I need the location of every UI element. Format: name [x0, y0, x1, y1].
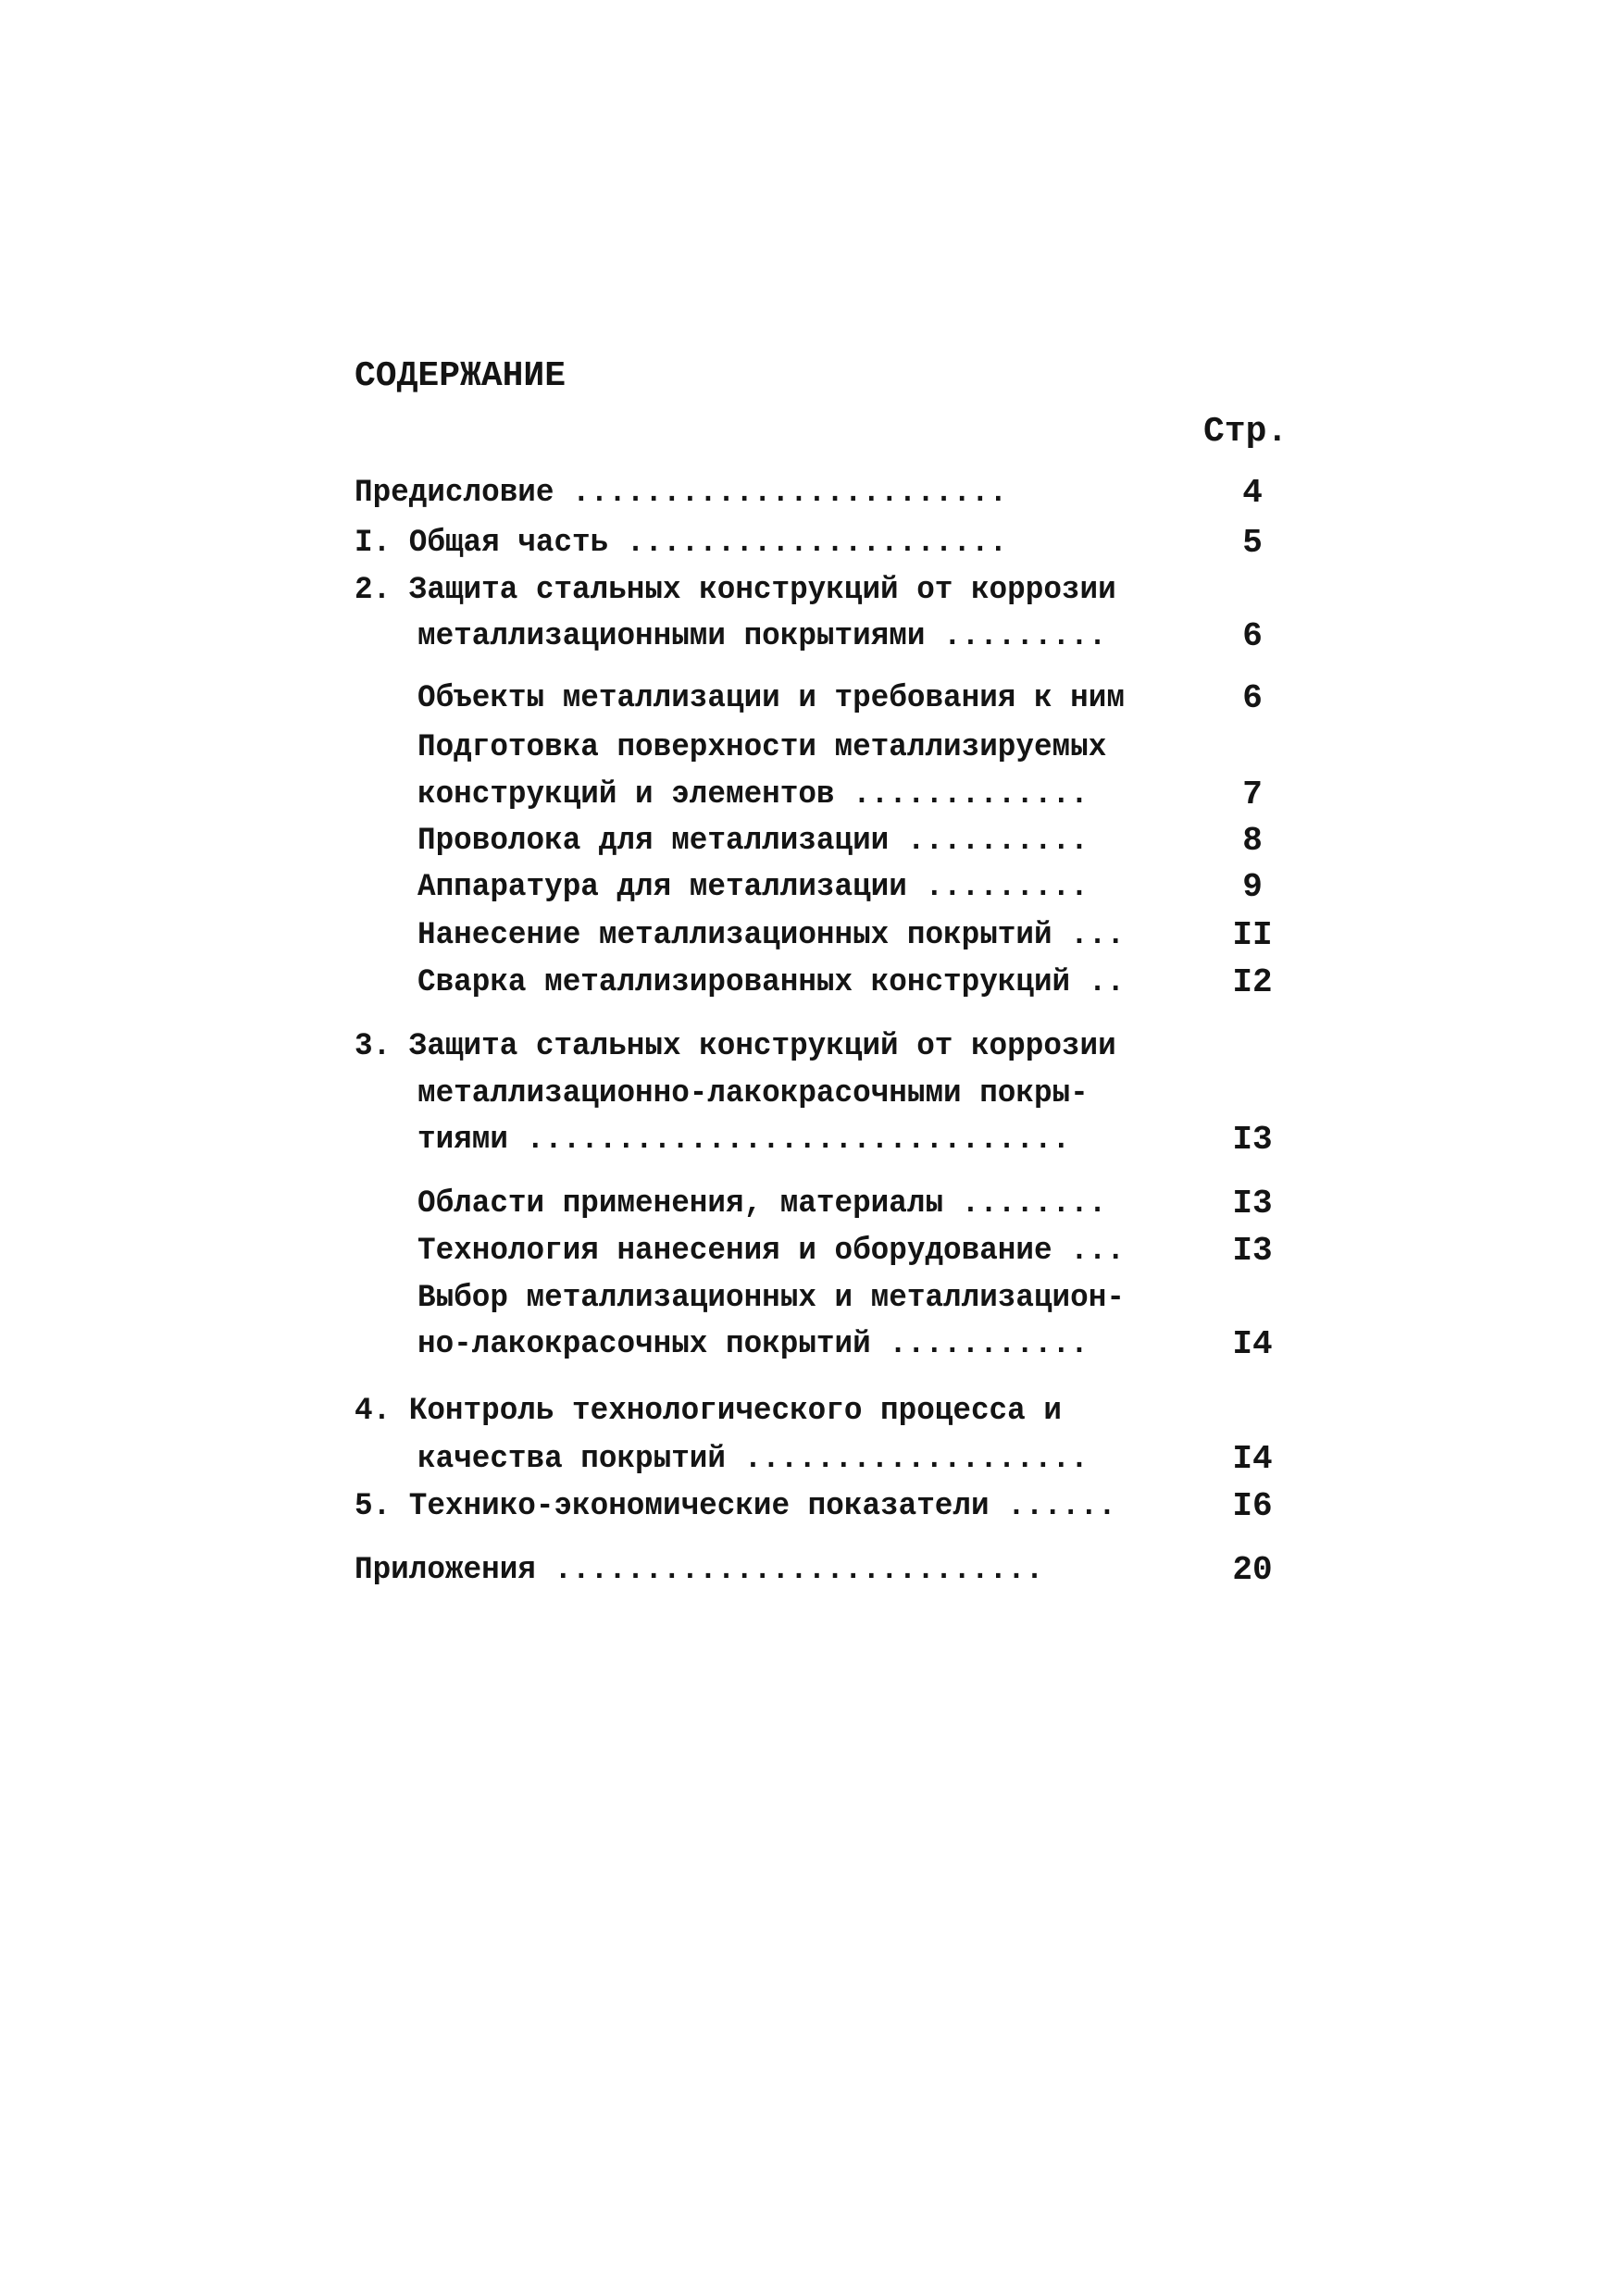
toc-entry-page: II: [1232, 916, 1273, 954]
toc-entry-text: Приложения ...........................: [355, 1553, 1044, 1588]
toc-entry-text: но-лакокрасочных покрытий ...........: [417, 1327, 1089, 1362]
toc-entry-page: 5: [1242, 524, 1263, 562]
toc-entry-page: 9: [1242, 868, 1263, 906]
toc-entry-page: 20: [1232, 1551, 1273, 1589]
toc-entry-text: Объекты металлизации и требования к ним: [417, 681, 1125, 716]
toc-entry-text: тиями ..............................: [417, 1123, 1071, 1158]
toc-entry-page: 6: [1242, 617, 1263, 655]
toc-title: СОДЕРЖАНИЕ: [355, 356, 567, 396]
toc-entry-page: I3: [1232, 1232, 1273, 1270]
toc-entry-text: металлизационно-лакокрасочными покры-: [417, 1076, 1089, 1111]
toc-entry-page: I4: [1232, 1440, 1273, 1478]
toc-entry-text: Нанесение металлизационных покрытий ...: [417, 918, 1125, 953]
toc-entry-text: 5. Технико-экономические показатели ......: [355, 1489, 1116, 1524]
toc-entry-text: 2. Защита стальных конструкций от коррозии: [355, 573, 1116, 608]
toc-entry-page: 8: [1242, 822, 1263, 860]
toc-entry-text: металлизационными покрытиями .........: [417, 619, 1107, 654]
toc-entry-page: 4: [1242, 474, 1263, 512]
toc-entry-page: I6: [1232, 1487, 1273, 1525]
toc-entry-page: 6: [1242, 679, 1263, 717]
toc-entry-text: Области применения, материалы ........: [417, 1186, 1107, 1222]
toc-entry-text: конструкций и элементов .............: [417, 777, 1089, 813]
toc-entry-text: Аппаратура для металлизации .........: [417, 870, 1089, 905]
toc-entry-text: Технология нанесения и оборудование ...: [417, 1234, 1125, 1269]
page-column-label: Стр.: [1203, 412, 1289, 452]
toc-entry-text: Выбор металлизационных и металлизацион-: [417, 1281, 1125, 1316]
toc-entry-page: I3: [1232, 1185, 1273, 1222]
toc-entry-page: I2: [1232, 963, 1273, 1001]
toc-entry-text: I. Общая часть .....................: [355, 526, 1008, 561]
toc-entry-text: Предисловие ........................: [355, 476, 1008, 511]
toc-entry-page: 7: [1242, 776, 1263, 813]
toc-entry-text: Проволока для металлизации ..........: [417, 824, 1089, 859]
toc-entry-text: качества покрытий ...................: [417, 1442, 1089, 1477]
toc-entry-page: I3: [1232, 1121, 1273, 1159]
toc-entry-text: 3. Защита стальных конструкций от коррозии: [355, 1029, 1116, 1064]
toc-entry-text: Подготовка поверхности металлизируемых: [417, 730, 1107, 765]
toc-entry-text: Сварка металлизированных конструкций ..: [417, 965, 1125, 1000]
toc-entry-page: I4: [1232, 1325, 1273, 1363]
toc-entry-text: 4. Контроль технологического процесса и: [355, 1394, 1062, 1429]
